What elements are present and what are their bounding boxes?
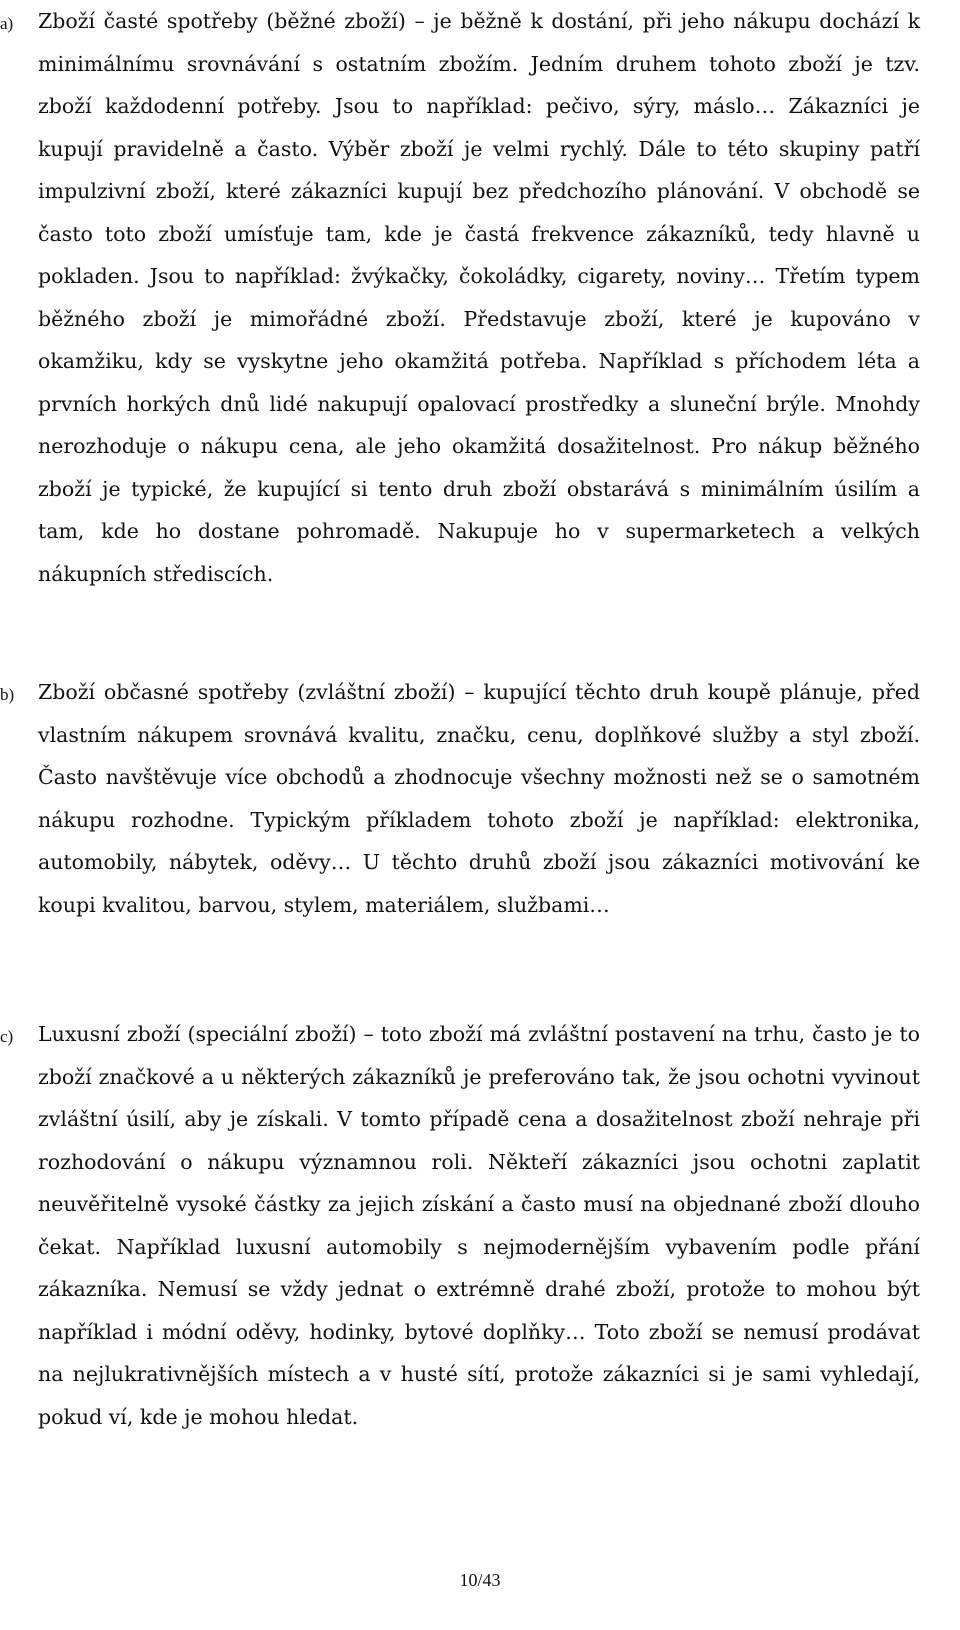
list-marker: c) (0, 1027, 14, 1046)
list-marker: b) (0, 685, 15, 704)
paragraph-luxury-goods: Luxusní zboží (speciální zboží) – toto zboží má zvláštní postavení na trhu, často je to zboží značkové a u některých zákazníků je preferováno tak, že jsou ochotni vyvinout zvláštní úsilí, aby je získali. V tomto případě cena a dosažitelnost zboží nehraje při rozhodování o nákupu významnou roli. Někteří zákazníci jsou ochotni zaplatit neuvěřitelně vysoké částky za jejich získání a často musí na objednané zboží dlouho čekat. Například luxusní automobily s nejmodernějším vybavením podle přání zákazníka. Nemusí se vždy jednat o extrémně drahé zboží, protože to mohou být například i módní oděvy, hodinky, bytové doplňky… Toto zboží se nemusí prodávat na nejlukrativnějších místech a v husté sítí, protože zákazníci si je sami vyhledají, pokud ví, kde je mohou hledat. (38, 1022, 920, 1429)
list-marker: a) (0, 14, 14, 33)
paragraph-everyday-goods: Zboží časté spotřeby (běžné zboží) – je běžně k dostání, při jeho nákupu dochází k minimálnímu srovnávání s ostatním zbožím. Jedním druhem tohoto zboží je tzv. zboží každodenní potřeby. Jsou to například: pečivo, sýry, máslo… Zákazníci je kupují pravidelně a často. Výběr zboží je velmi rychlý. Dále to této skupiny patří impulzivní zboží, které zákazníci kupují bez předchozího plánování. V obchodě se často toto zboží umísťuje tam, kde je častá frekvence zákazníků, tedy hlavně u pokladen. Jsou to například: žvýkačky, čokoládky, cigarety, noviny… Třetím typem běžného zboží je mimořádné zboží. Představuje zboží, které je kupováno v okamžiku, kdy se vyskytne jeho okamžitá potřeba. Například s příchodem léta a prvních horkých dnů lidé nakupují opalovací prostředky a sluneční brýle. Mnohdy nerozhoduje o nákupu cena, ale jeho okamžitá dosažitelnost. Pro nákup běžného zboží je typické, že kupující si tento druh zboží obstarává s minimálním úsilím a tam, kde ho dostane pohromadě. Nakupuje ho v supermarketech a velkých nákupních střediscích. (38, 9, 920, 586)
page-number: 10/43 (459, 1570, 501, 1590)
paragraph-occasional-goods: Zboží občasné spotřeby (zvláštní zboží) – kupující těchto druh koupě plánuje, před vlastním nákupem srovnává kvalitu, značku, cenu, doplňkové služby a styl zboží. Často navštěvuje více obchodů a zhodnocuje všechny možnosti než se o samotném nákupu rozhodne. Typickým příkladem tohoto zboží je například: elektronika, automobily, nábytek, oděvy… U těchto druhů zboží jsou zákazníci motivování ke koupi kvalitou, barvou, stylem, materiálem, službami… (38, 680, 920, 917)
